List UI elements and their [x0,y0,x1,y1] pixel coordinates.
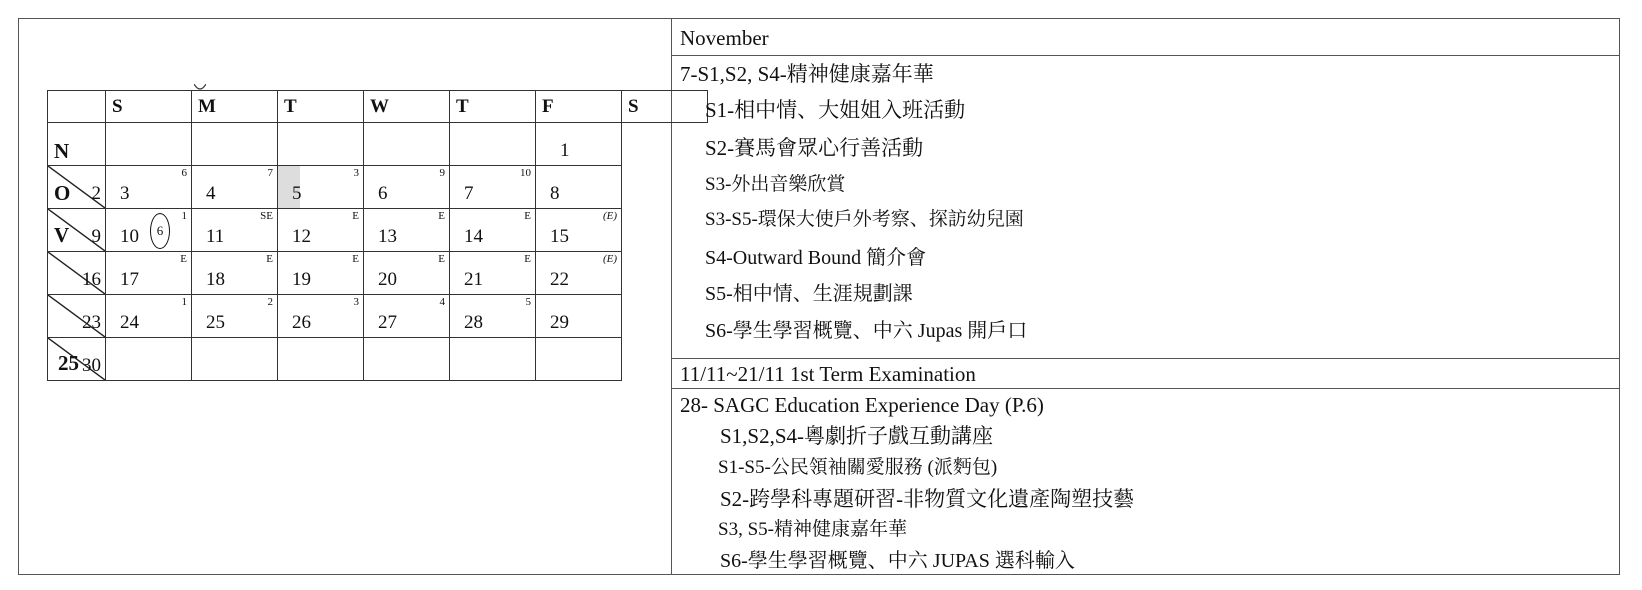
cycle-day-tag: (E) [602,253,617,265]
calendar-day-cell [536,209,622,252]
calendar-day-cell [192,338,278,381]
calendar-day-cell [450,166,536,209]
calendar-day-cell [48,209,106,252]
cycle-day-tag: E [180,253,187,265]
calendar-day-cell [48,338,106,381]
weekday-label: S [628,96,639,117]
day-number: 22 [550,269,569,290]
weekday-header [536,91,622,123]
calendar-day-cell [278,209,364,252]
sagc-item: S6-學生學習概覽、中六 JUPAS 選科輸入 [720,550,1075,572]
weekday-label: F [542,96,554,117]
weekday-header [278,91,364,123]
event-item: S2-賽馬會眾心行善活動 [705,136,924,160]
day-number: 16 [82,269,101,290]
sagc-item: S2-跨學科專題研習-非物質文化遺產陶塑技藝 [720,487,1135,511]
cycle-day-tag: E [524,253,531,265]
calendar-day-cell [450,252,536,295]
calendar-day-cell [192,166,278,209]
day-number: 24 [120,312,139,333]
calendar-day-cell [536,123,622,166]
cycle-day-tag: SE [260,210,273,222]
cycle-day-tag: E [438,253,445,265]
day-number: 21 [464,269,483,290]
calendar-day-cell [48,252,106,295]
calendar-day-cell [192,209,278,252]
cycle-day-tag: 10 [520,167,531,179]
day-number: 28 [464,312,483,333]
day-number: 25 [206,312,225,333]
cycle-day-tag: E [352,253,359,265]
day-number: 20 [378,269,397,290]
calendar-day-cell [106,166,192,209]
calendar-day-cell [192,295,278,338]
calendar-week-row [48,166,708,209]
day-number: 14 [464,226,483,247]
day-number: 3 [120,183,130,204]
day-number: 8 [550,183,560,204]
calendar-day-cell [106,123,192,166]
calendar-day-cell [536,338,622,381]
cycle-day-tag: (E) [602,210,617,222]
month-title: November [680,26,769,50]
calendar-day-cell [278,295,364,338]
month-letter: N [54,139,70,163]
event-item: S3-外出音樂欣賞 [705,174,846,195]
weekday-label: M [198,96,216,117]
calendar-week-row [48,252,708,295]
cycle-day-tag: 3 [353,296,359,308]
calendar-day-cell [536,166,622,209]
week-extra-label: 25 [58,351,79,375]
month-letter: V [54,223,70,247]
weekday-header [192,91,278,123]
event-item: S3-S5-環保大使戶外考察、探訪幼兒園 [705,209,1024,230]
cycle-day-tag: 4 [439,296,445,308]
calendar-day-cell [48,166,106,209]
day-number: 10 [120,226,139,247]
day-number: 7 [464,183,474,204]
calendar-day-cell [192,252,278,295]
circled-cycle-day: 6 [150,213,170,249]
calendar-day-cell [450,123,536,166]
day-number: 17 [120,269,139,290]
day-number: 23 [82,312,101,333]
calendar-week-row [48,295,708,338]
calendar-day-cell [106,209,192,252]
events-title: 7-S1,S2, S4-精神健康嘉年華 [680,62,934,86]
weekday-label: S [112,96,123,117]
calendar-day-cell [192,123,278,166]
events-section [672,56,1620,359]
weekday-label: T [284,96,297,117]
weekday-header [106,91,192,123]
month-title-section [672,18,1620,56]
day-number: 30 [82,355,101,376]
calendar-day-cell [364,166,450,209]
sagc-title: 28- SAGC Education Experience Day (P.6) [680,393,1044,417]
calendar-week-row [48,123,708,166]
calendar-day-cell [364,338,450,381]
weekday-label: W [370,96,389,117]
cycle-day-tag: 6 [181,167,187,179]
day-number: 13 [378,226,397,247]
sagc-item: S1-S5-公民領袖關愛服務 (派麪包) [718,457,998,478]
sagc-section [672,389,1620,575]
calendar-day-cell [364,252,450,295]
calendar-day-cell [278,338,364,381]
day-number: 27 [378,312,397,333]
event-item: S1-相中情、大姐姐入班活動 [705,98,966,122]
weekday-header [450,91,536,123]
cycle-day-tag: 1 [181,296,187,308]
weekday-label: T [456,96,469,117]
day-number: 12 [292,226,311,247]
calendar-week-row [48,209,708,252]
cycle-day-tag: 3 [353,167,359,179]
cycle-day-tag: 7 [267,167,273,179]
calendar-header-row [48,91,708,123]
cycle-day-tag: 5 [525,296,531,308]
calendar-day-cell [536,252,622,295]
month-letter: O [54,181,71,205]
cycle-day-tag: 1 [181,210,187,222]
event-item: S5-相中情、生涯規劃課 [705,283,913,305]
day-number: 2 [91,183,101,204]
weekday-header [364,91,450,123]
exam-line: 11/11~21/11 1st Term Examination [680,362,976,386]
day-number: 29 [550,312,569,333]
cycle-day-tag: 2 [267,296,273,308]
calendar-week-row [48,338,708,381]
day-number: 5 [292,183,302,204]
cycle-day-tag: E [352,210,359,222]
day-number: 18 [206,269,225,290]
exam-section [672,359,1620,389]
calendar-day-cell [536,295,622,338]
calendar-day-cell [278,123,364,166]
november-calendar [47,90,708,381]
day-number: 11 [206,226,225,247]
calendar-day-cell [364,123,450,166]
day-number: 19 [292,269,311,290]
calendar-day-cell [450,209,536,252]
sagc-item: S3, S5-精神健康嘉年華 [718,519,907,540]
calendar-day-cell [364,295,450,338]
day-number: 26 [292,312,311,333]
calendar-day-cell [364,209,450,252]
calendar-day-cell [106,252,192,295]
calendar-day-cell [278,166,364,209]
calendar-day-cell [106,295,192,338]
day-number: 15 [550,226,569,247]
calendar-day-cell [278,252,364,295]
day-number: 1 [560,140,570,161]
cycle-day-tag: E [266,253,273,265]
event-item: S6-學生學習概覽、中六 Jupas 開戶口 [705,320,1028,342]
cycle-day-tag: E [438,210,445,222]
calendar-day-cell [450,295,536,338]
sagc-item: S1,S2,S4-粵劇折子戲互動講座 [720,424,994,448]
event-item: S4-Outward Bound 簡介會 [705,247,927,269]
cycle-day-tag: E [524,210,531,222]
calendar-day-cell [48,123,106,166]
cycle-day-tag: 9 [439,167,445,179]
day-number: 9 [91,226,101,247]
day-number: 4 [206,183,216,204]
calendar-day-cell [48,295,106,338]
calendar-day-cell [450,338,536,381]
calendar-day-cell [106,338,192,381]
day-number: 6 [378,183,388,204]
